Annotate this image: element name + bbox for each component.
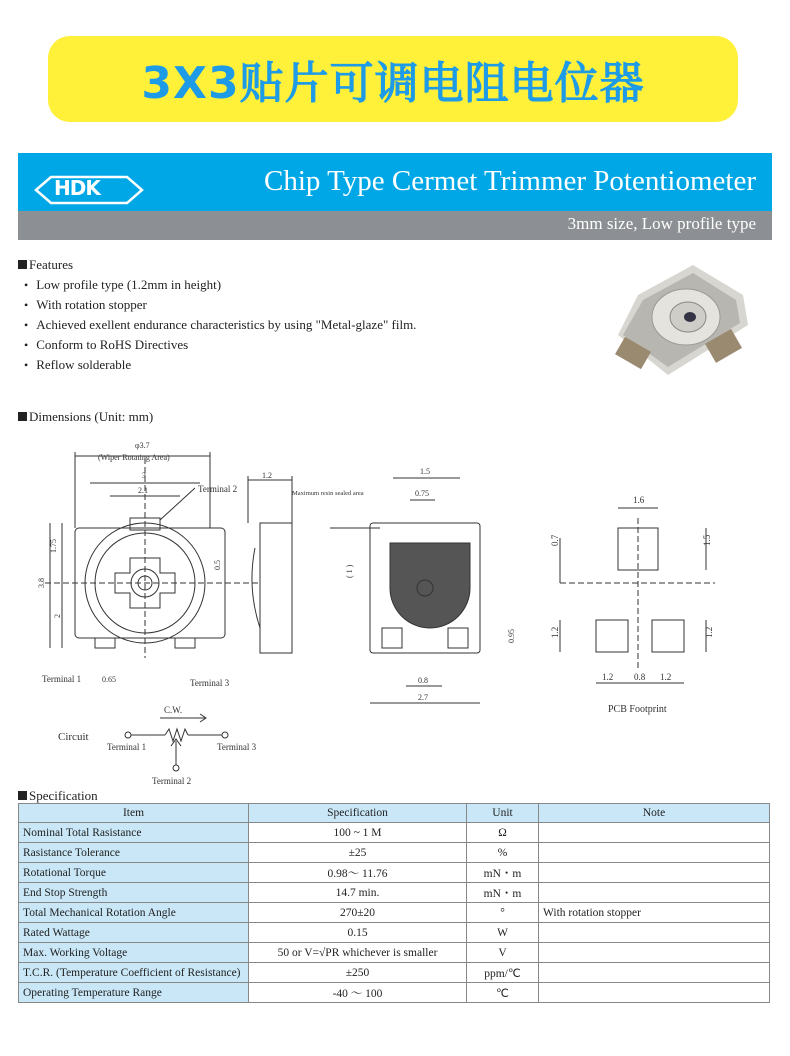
- features-list: [24, 275, 416, 375]
- table-row: [19, 963, 770, 983]
- cell-spec: 100 ~ 1 M: [249, 823, 467, 843]
- label-d065: 0.65: [102, 675, 116, 684]
- square-bullet-icon: [18, 791, 27, 800]
- list-item: • Reflow solderable: [24, 355, 416, 375]
- label-p12a: 1.2: [550, 626, 560, 638]
- label-b08: 0.8: [418, 676, 428, 685]
- cell-item: Rotational Torque: [19, 863, 249, 883]
- table-row: [19, 883, 770, 903]
- cell-note: [539, 883, 770, 903]
- label-wiper: (Wiper Rotating Area): [98, 453, 170, 462]
- side-view: [248, 476, 292, 653]
- label-b27: 2.7: [418, 693, 428, 702]
- cell-spec: ±250: [249, 963, 467, 983]
- hdk-logo-text: HDK: [54, 176, 100, 200]
- label-cw: C.W.: [164, 705, 183, 715]
- label-d095: 0.95: [507, 629, 516, 643]
- cell-item: Total Mechanical Rotation Angle: [19, 903, 249, 923]
- cell-spec: -40 ～ 100: [249, 983, 467, 1003]
- dimensions-heading: Dimensions (Unit: mm): [18, 409, 153, 425]
- table-row: [19, 983, 770, 1003]
- cell-spec: 0.15: [249, 923, 467, 943]
- col-note: Note: [539, 804, 770, 823]
- label-ct1: Terminal 1: [107, 742, 147, 752]
- label-p08: 0.8: [634, 672, 646, 682]
- cell-item: Nominal Total Rasistance: [19, 823, 249, 843]
- header-bar: [18, 153, 772, 211]
- cell-note: [539, 843, 770, 863]
- cell-unit: Ω: [467, 823, 539, 843]
- label-s12: 1.2: [262, 471, 272, 480]
- col-unit: Unit: [467, 804, 539, 823]
- pcb-footprint: [560, 508, 715, 683]
- cell-spec: 14.7 min.: [249, 883, 467, 903]
- cell-item: Rated Wattage: [19, 923, 249, 943]
- product-photo: [608, 255, 758, 395]
- table-row: [19, 943, 770, 963]
- label-f075: 0.75: [415, 489, 429, 498]
- cell-item: End Stop Strength: [19, 883, 249, 903]
- label-t2: Terminal 2: [198, 484, 238, 494]
- header-subbar: [18, 211, 772, 240]
- label-h2: 2: [53, 614, 62, 618]
- label-circuit: Circuit: [58, 731, 89, 743]
- label-d05: 0.5: [213, 560, 222, 570]
- label-pcb: PCB Footprint: [608, 704, 667, 715]
- list-item: • Conform to RoHS Directives: [24, 335, 416, 355]
- table-header-row: [19, 804, 770, 823]
- label-max-resin: Maximum resin sealed area: [292, 490, 364, 497]
- label-f15: 1.5: [420, 467, 430, 476]
- label-p12d: 1.2: [660, 672, 672, 682]
- list-item: • Low profile type (1.2mm in height): [24, 275, 416, 295]
- square-bullet-icon: [18, 412, 27, 421]
- cell-spec: 50 or V=√PR whichever is smaller: [249, 943, 467, 963]
- dimension-drawing: [30, 438, 730, 788]
- label-p12c: 1.2: [602, 672, 614, 682]
- label-p07: 0.7: [550, 534, 560, 546]
- table-row: [19, 823, 770, 843]
- title-banner: [48, 36, 738, 122]
- cell-unit: ppm/℃: [467, 963, 539, 983]
- cell-unit: mN・m: [467, 863, 539, 883]
- label-paren1: ( 1 ): [345, 564, 354, 578]
- label-w21: 2.1: [138, 486, 148, 495]
- cell-note: [539, 983, 770, 1003]
- cell-item: Rasistance Tolerance: [19, 843, 249, 863]
- back-view: [330, 478, 480, 703]
- cell-item: Operating Temperature Range: [19, 983, 249, 1003]
- cell-unit: W: [467, 923, 539, 943]
- table-row: [19, 923, 770, 943]
- label-h175: 1.75: [49, 539, 58, 553]
- front-view: [45, 452, 260, 658]
- list-item: • With rotation stopper: [24, 295, 416, 315]
- specification-table: [18, 803, 770, 1003]
- label-p12b: 1.2: [704, 626, 714, 638]
- label-t3: Terminal 3: [190, 678, 230, 688]
- table-row: [19, 843, 770, 863]
- cell-note: [539, 943, 770, 963]
- label-w3: 3: [142, 471, 146, 480]
- cell-note: With rotation stopper: [539, 903, 770, 923]
- cell-spec: 0.98～ 11.76: [249, 863, 467, 883]
- cell-spec: ±25: [249, 843, 467, 863]
- col-item: Item: [19, 804, 249, 823]
- label-phi37: φ3.7: [135, 441, 150, 450]
- header-title: Chip Type Cermet Trimmer Potentiometer: [263, 165, 756, 197]
- specification-heading: Specification: [18, 788, 98, 804]
- cell-item: Max. Working Voltage: [19, 943, 249, 963]
- list-item: • Achieved exellent endurance characteristics by using "Metal-glaze" film.: [24, 315, 416, 335]
- label-ct3: Terminal 3: [217, 742, 257, 752]
- header-subtitle: 3mm size, Low profile type: [567, 214, 756, 233]
- table-row: [19, 903, 770, 923]
- label-p15: 1.5: [702, 534, 712, 546]
- cell-item: T.C.R. (Temperature Coefficient of Resistance): [19, 963, 249, 983]
- table-row: [19, 863, 770, 883]
- label-h38: 3.8: [37, 578, 46, 588]
- label-ct2: Terminal 2: [152, 776, 192, 786]
- cell-unit: °: [467, 903, 539, 923]
- banner-title: 3X3贴片可调电阻电位器: [141, 58, 645, 109]
- label-t1: Terminal 1: [42, 674, 82, 684]
- cell-unit: %: [467, 843, 539, 863]
- square-bullet-icon: [18, 260, 27, 269]
- cell-note: [539, 963, 770, 983]
- cell-unit: mN・m: [467, 883, 539, 903]
- features-heading: Features: [18, 257, 73, 273]
- cell-unit: V: [467, 943, 539, 963]
- cell-unit: ℃: [467, 983, 539, 1003]
- cell-note: [539, 863, 770, 883]
- cell-note: [539, 923, 770, 943]
- col-spec: Specification: [249, 804, 467, 823]
- label-p16: 1.6: [633, 495, 645, 505]
- cell-note: [539, 823, 770, 843]
- cell-spec: 270±20: [249, 903, 467, 923]
